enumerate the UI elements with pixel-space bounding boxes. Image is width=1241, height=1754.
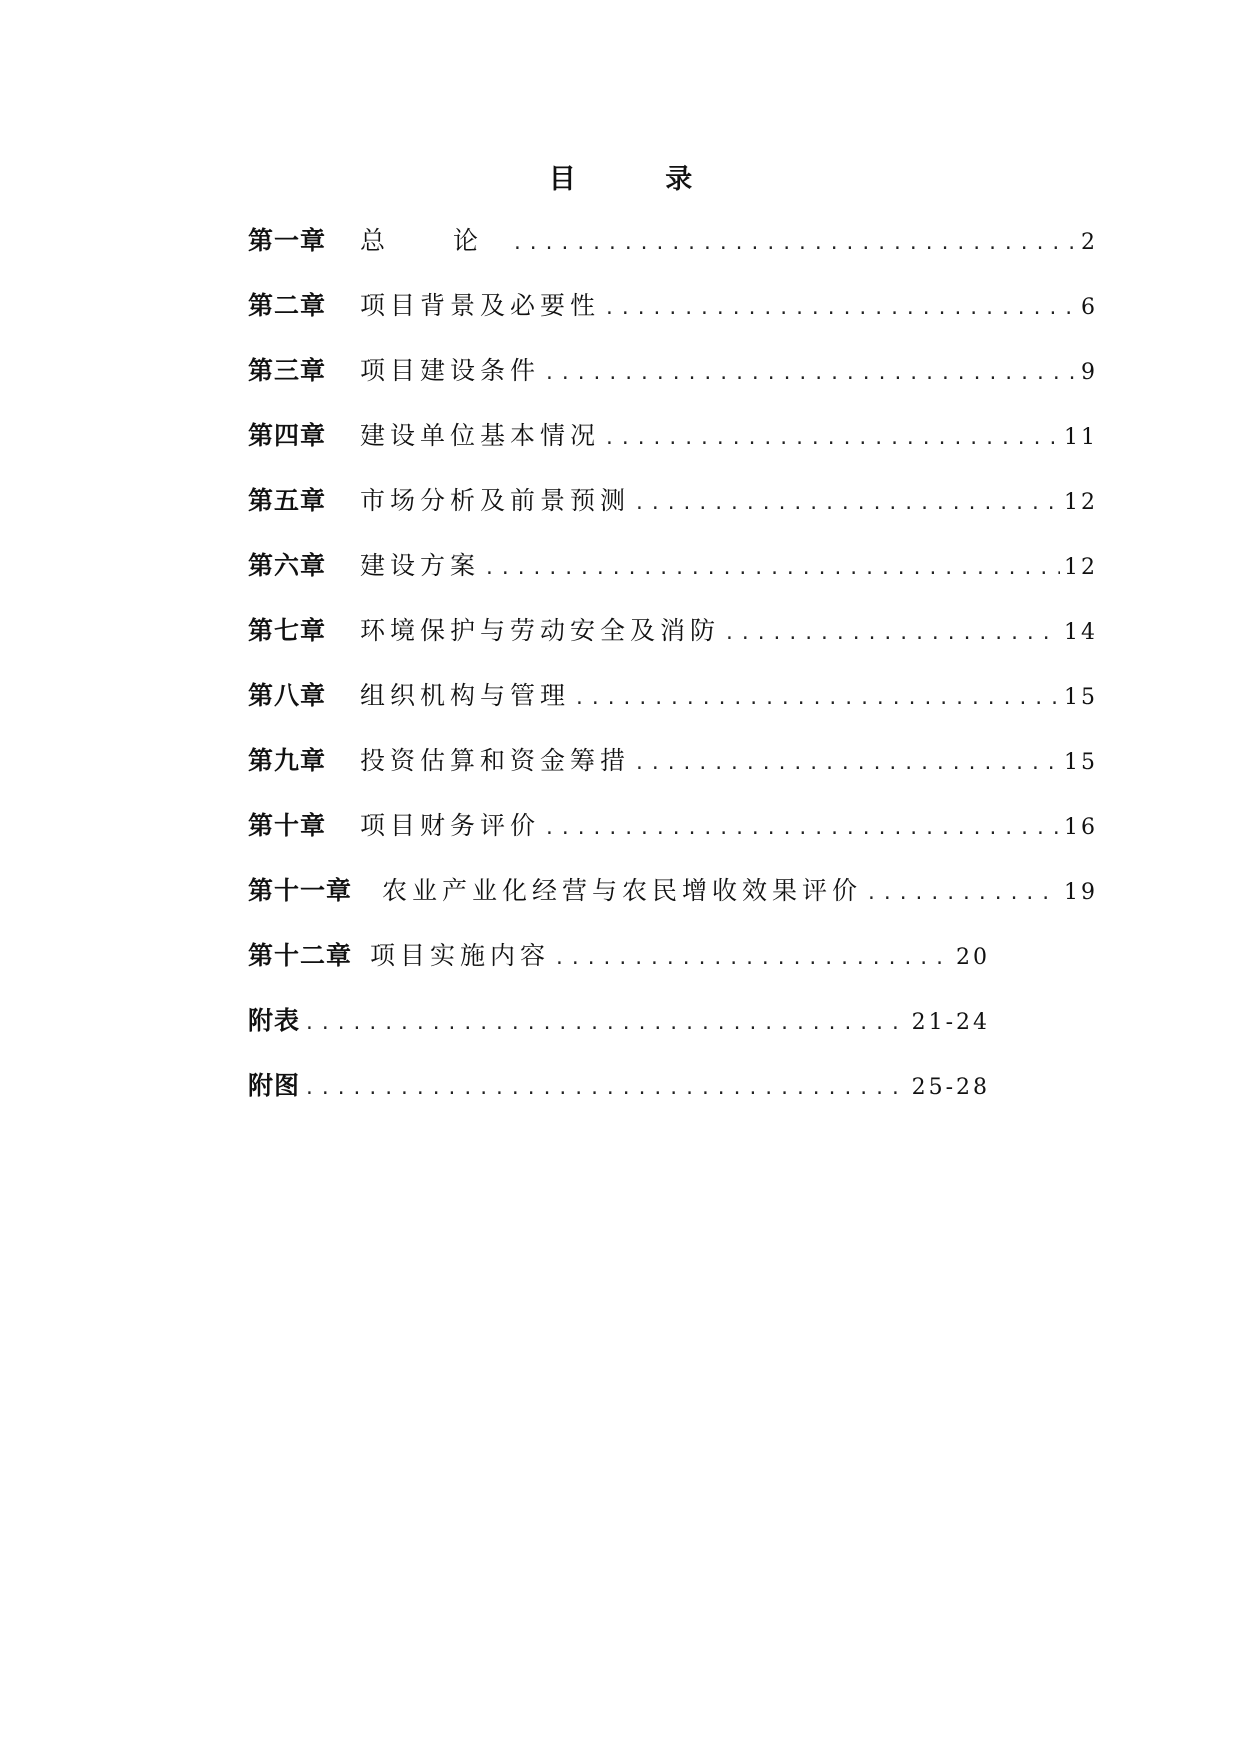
toc-dot-leader [634,749,1060,779]
toc-dot-leader [544,814,1060,844]
toc-entry-9[interactable] [248,746,1098,811]
toc-chapter-number: 第一章 [248,226,327,255]
toc-entry-1[interactable] [248,226,1098,291]
toc-chapter-title: 市场分析及前景预测 [360,486,631,515]
toc-entry-2[interactable] [248,291,1098,356]
toc-chapter-number: 第七章 [248,616,327,645]
toc-chapter-title: 投资估算和资金筹措 [360,746,631,775]
toc-entry-7[interactable] [248,616,1098,681]
toc-dot-leader [634,489,1060,519]
toc-page-number: 9 [1081,360,1098,385]
toc-chapter-number: 第六章 [248,551,327,580]
toc-page-number: 6 [1081,295,1098,320]
toc-chapter-number: 第二章 [248,291,327,320]
toc-dot-leader [604,424,1060,454]
toc-entry-appendix-tables[interactable] [248,1006,990,1071]
toc-page-number: 25-28 [911,1075,990,1100]
toc-entry-5[interactable] [248,486,1098,551]
table-of-contents [248,226,1098,1136]
toc-chapter-title: 建设单位基本情况 [360,421,601,450]
toc-chapter-number: 第四章 [248,421,327,450]
toc-chapter-title: 组织机构与管理 [360,681,571,710]
toc-chapter-number: 第十一章 [248,876,353,905]
toc-entry-10[interactable] [248,811,1098,876]
toc-dot-leader [304,1009,908,1039]
toc-chapter-number: 附表 [248,1006,301,1035]
toc-page-number: 21-24 [911,1010,990,1035]
toc-dot-leader [724,619,1060,649]
toc-chapter-number: 附图 [248,1071,301,1100]
toc-chapter-title: 项目实施内容 [370,941,551,970]
toc-entry-appendix-figures[interactable] [248,1071,990,1136]
toc-chapter-title: 项目背景及必要性 [360,291,601,320]
toc-chapter-title: 环境保护与劳动安全及消防 [360,616,721,645]
toc-chapter-number: 第十章 [248,811,327,840]
toc-chapter-title: 建设方案 [360,551,481,580]
toc-chapter-title: 项目建设条件 [360,356,541,385]
toc-dot-leader [574,684,1060,714]
toc-dot-leader [866,879,1060,909]
toc-page-number: 20 [956,945,990,970]
toc-chapter-number: 第三章 [248,356,327,385]
toc-entry-8[interactable] [248,681,1098,746]
toc-entry-6[interactable] [248,551,1098,616]
toc-page-number: 15 [1064,685,1098,710]
toc-page-number: 11 [1064,425,1098,450]
toc-dot-leader [512,229,1077,259]
toc-entry-12[interactable] [248,941,990,1006]
toc-page-number: 12 [1064,555,1098,580]
toc-page-number: 2 [1081,230,1098,255]
toc-dot-leader [484,554,1060,584]
toc-chapter-number: 第八章 [248,681,327,710]
toc-dot-leader [544,359,1077,389]
toc-chapter-number: 第十二章 [248,941,353,970]
toc-page-number: 14 [1064,620,1098,645]
toc-entry-4[interactable] [248,421,1098,486]
toc-dot-leader [554,944,952,974]
toc-entry-3[interactable] [248,356,1098,421]
page-title: 目 录 [548,164,733,195]
toc-chapter-number: 第五章 [248,486,327,515]
toc-dot-leader [604,294,1077,324]
toc-page-number: 19 [1064,880,1098,905]
toc-chapter-title: 农业产业化经营与农民增收效果评价 [382,876,863,905]
toc-entry-11[interactable] [248,876,1098,941]
toc-chapter-number: 第九章 [248,746,327,775]
toc-chapter-title: 总 论 [360,226,508,255]
toc-page-number: 12 [1064,490,1098,515]
toc-page-number: 15 [1064,750,1098,775]
toc-chapter-title: 项目财务评价 [360,811,541,840]
toc-page-number: 16 [1064,815,1098,840]
toc-dot-leader [304,1074,908,1104]
